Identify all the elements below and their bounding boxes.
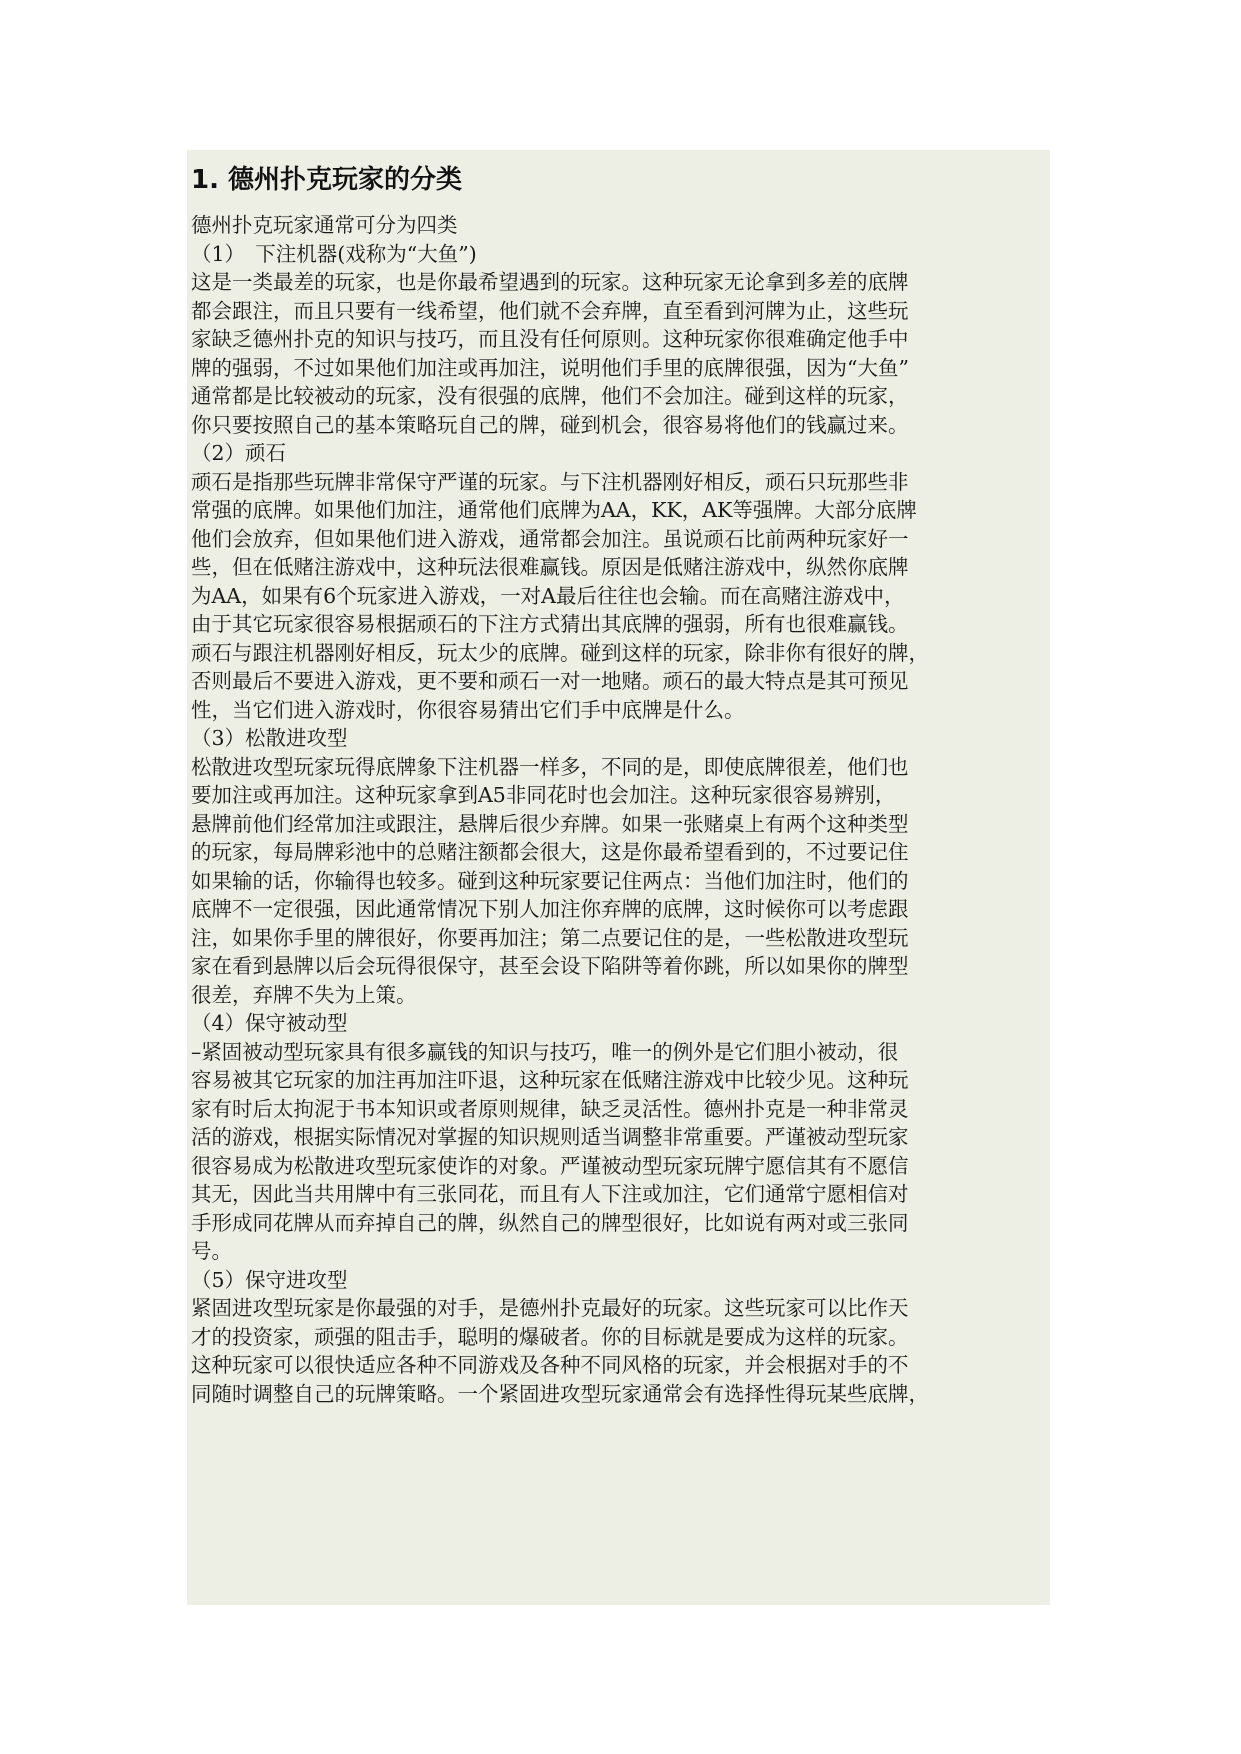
text-line: 否则最后不要进入游戏，更不要和顽石一对一地赌。顽石的最大特点是其可预见 [191,669,909,693]
text-line: 你只要按照自己的基本策略玩自己的牌，碰到机会，很容易将他们的钱赢过来。 [191,412,909,437]
text-line: 很差，弃牌不失为上策。 [191,982,417,1007]
text-line: 容易被其它玩家的加注再加注吓退，这种玩家在低赌注游戏中比较少见。这种玩 [191,1068,909,1092]
text-line: 家在看到悬牌以后会玩得很保守，甚至会设下陷阱等着你跳，所以如果你的牌型 [191,954,909,978]
text-line: 德州扑克玩家通常可分为四类 [191,213,458,237]
section-heading: 1. 德州扑克玩家的分类 [191,165,463,195]
text-line: 的玩家，每局牌彩池中的总赌注额都会很大，这是你最希望看到的，不过要记住 [191,840,909,864]
text-line: 都会跟注，而且只要有一线希望，他们就不会弃牌，直至看到河牌为止，这些玩 [191,298,909,323]
text-line: 很容易成为松散进攻型玩家使诈的对象。严谨被动型玩家玩牌宁愿信其有不愿信 [191,1153,909,1178]
text-line: （2）顽石 [191,441,287,465]
text-line: （3）松散进攻型 [191,726,348,750]
text-line: 由于其它玩家很容易根据顽石的下注方式猜出其底牌的强弱，所有也很难赢钱。 [191,612,909,636]
text-line: 这是一类最差的玩家，也是你最希望遇到的玩家。这种玩家无论拿到多差的底牌 [191,270,909,294]
text-line: 这种玩家可以很快适应各种不同游戏及各种不同风格的玩家，并会根据对手的不 [191,1353,909,1377]
text-line: 他们会放弃，但如果他们进入游戏，通常都会加注。虽说顽石比前两种玩家好一 [191,526,909,551]
text-line: 注，如果你手里的牌很好，你要再加注；第二点要记住的是，一些松散进攻型玩 [191,925,909,950]
text-line: 些，但在低赌注游戏中，这种玩法很难赢钱。原因是低赌注游戏中，纵然你底牌 [191,555,909,579]
text-line: –紧固被动型玩家具有很多赢钱的知识与技巧，唯一的例外是它们胆小被动，很 [191,1039,899,1064]
text-line: 如果输的话，你输得也较多。碰到这种玩家要记住两点：当他们加注时，他们的 [191,868,909,893]
text-line: 顽石是指那些玩牌非常保守严谨的玩家。与下注机器刚好相反，顽石只玩那些非 [191,469,909,494]
text-line: 才的投资家，顽强的阻击手，聪明的爆破者。你的目标就是要成为这样的玩家。 [191,1324,909,1349]
text-line: 性，当它们进入游戏时，你很容易猜出它们手中底牌是什么。 [191,697,745,722]
text-line: 要加注或再加注。这种玩家拿到A5非同花时也会加注。这种玩家很容易辨别， [191,783,896,807]
text-line: 紧固进攻型玩家是你最强的对手，是德州扑克最好的玩家。这些玩家可以比作天 [191,1296,909,1320]
text-line: （1） 下注机器(戏称为“大鱼”) [191,241,477,266]
text-line: 顽石与跟注机器刚好相反，玩太少的底牌。碰到这样的玩家，除非你有很好的牌， [191,640,929,665]
text-line: 为AA，如果有6个玩家进入游戏，一对A最后往往也会输。而在高赌注游戏中， [191,583,905,608]
text-line: 同随时调整自己的玩牌策略。一个紧固进攻型玩家通常会有选择性得玩某些底牌， [191,1381,929,1406]
text-line: （5）保守进攻型 [191,1267,348,1292]
text-line: 其无，因此当共用牌中有三张同花，而且有人下注或加注，它们通常宁愿相信对 [191,1182,909,1206]
text-line: （4）保守被动型 [191,1011,348,1035]
text-line: 悬牌前他们经常加注或跟注，悬牌后很少弃牌。如果一张赌桌上有两个这种类型 [191,811,909,836]
text-line: 手形成同花牌从而弃掉自己的牌，纵然自己的牌型很好，比如说有两对或三张同 [191,1210,909,1235]
text-line: 底牌不一定很强，因此通常情况下别人加注你弃牌的底牌，这时候你可以考虑跟 [191,897,909,921]
text-line: 常强的底牌。如果他们加注，通常他们底牌为AA，KK，AK等强牌。大部分底牌 [191,498,917,522]
text-line: 活的游戏，根据实际情况对掌握的知识规则适当调整非常重要。严谨被动型玩家 [191,1125,909,1149]
text-line: 号。 [191,1239,232,1263]
text-line: 松散进攻型玩家玩得底牌象下注机器一样多，不同的是，即使底牌很差，他们也 [191,754,909,779]
text-line: 通常都是比较被动的玩家，没有很强的底牌，他们不会加注。碰到这样的玩家， [191,384,909,408]
text-line: 牌的强弱，不过如果他们加注或再加注，说明他们手里的底牌很强，因为“大鱼” [191,355,909,380]
text-line: 家缺乏德州扑克的知识与技巧，而且没有任何原则。这种玩家你很难确定他手中 [191,327,909,351]
text-line: 家有时后太拘泥于书本知识或者原则规律，缺乏灵活性。德州扑克是一种非常灵 [191,1096,909,1121]
